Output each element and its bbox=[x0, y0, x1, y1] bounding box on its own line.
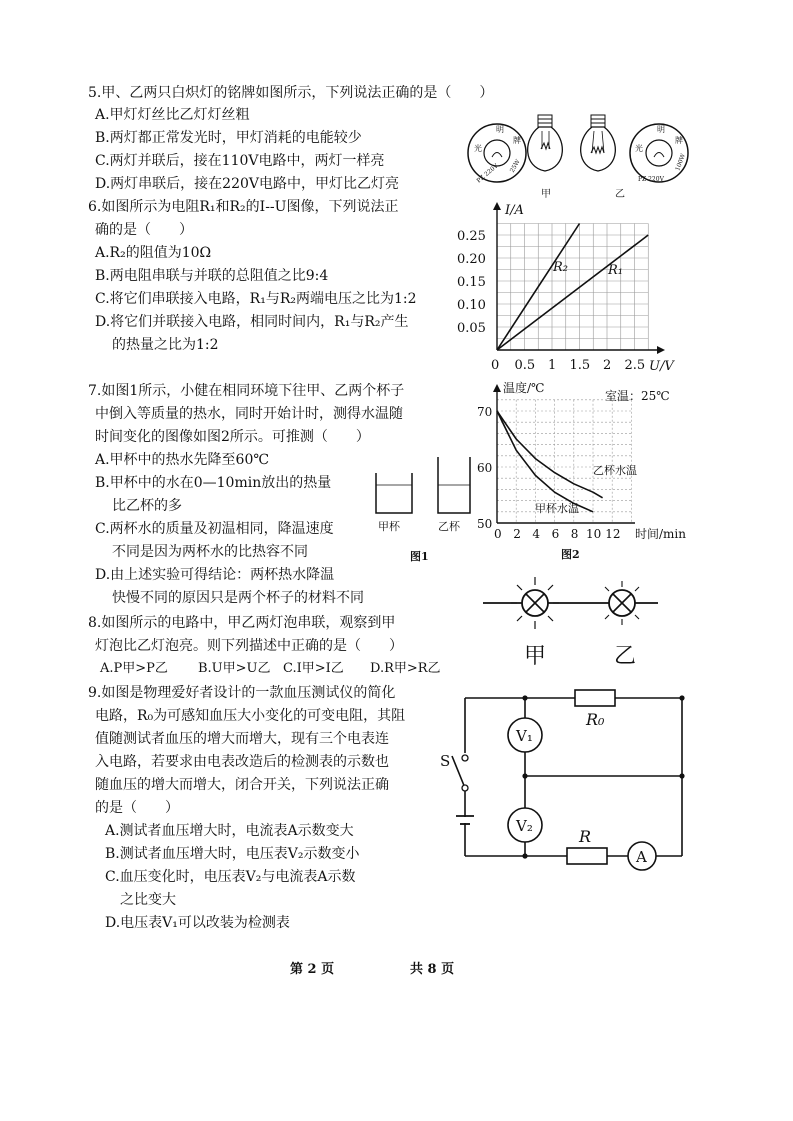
r0-resistor bbox=[575, 690, 615, 706]
iu-origin: 0 bbox=[491, 358, 500, 373]
bulb-a-icon bbox=[528, 115, 563, 171]
temp-xtick-label: 10 bbox=[586, 527, 602, 541]
q8-option-c: C.I甲>I乙 bbox=[283, 661, 344, 676]
temp-y-arrow bbox=[493, 384, 501, 392]
q8-option-d: D.R甲>R乙 bbox=[370, 661, 441, 676]
svg-text:牌: 牌 bbox=[675, 136, 683, 145]
q6-line-2: 确的是（ ） bbox=[95, 222, 193, 238]
q5-option-d: D.两灯串联后，接在220V电路中，甲灯比乙灯亮 bbox=[95, 176, 400, 192]
q9-option-b: B.测试者血压增大时，电压表V₂示数变小 bbox=[105, 846, 360, 862]
q6-option-d-cont: 的热量之比为1:2 bbox=[112, 337, 219, 353]
svg-text:光: 光 bbox=[474, 144, 482, 153]
temp-xtick-label: 8 bbox=[570, 527, 579, 541]
iu-chart bbox=[455, 198, 680, 378]
q9-option-c: C.血压变化时，电压表V₂与电流表A示数 bbox=[105, 869, 356, 885]
q6-option-b: B.两电阻串联与并联的总阻值之比9:4 bbox=[95, 268, 329, 284]
cup-b-label: 乙杯 bbox=[438, 520, 460, 533]
r-label: R bbox=[579, 827, 592, 846]
temp-ytick-label: 70 bbox=[477, 405, 493, 419]
temp-ytick-label: 50 bbox=[477, 517, 493, 531]
q8-option-a: A.P甲>P乙 bbox=[100, 661, 168, 676]
r-resistor bbox=[567, 848, 607, 864]
iu-xtick-label: 2.5 bbox=[624, 358, 646, 373]
iu-r2-label: R₂ bbox=[553, 260, 568, 275]
q5-option-b: B.两灯都正常发光时，甲灯消耗的电能较少 bbox=[95, 130, 362, 146]
lamp-a-label: 甲 bbox=[524, 644, 547, 669]
lamp-b-icon bbox=[605, 581, 639, 625]
s-label: S bbox=[440, 752, 451, 770]
q7-option-c: C.两杯水的质量及初温相同，降温速度 bbox=[95, 521, 334, 537]
iu-grid bbox=[497, 224, 648, 351]
iu-x-arrow bbox=[657, 346, 665, 354]
temp-ylabel: 温度/℃ bbox=[503, 381, 545, 395]
r0-label: R₀ bbox=[586, 710, 605, 729]
bulb-b-label: 乙 bbox=[615, 189, 625, 200]
bulbs-figure bbox=[465, 105, 700, 200]
q5-stem: 5.甲、乙两只白炽灯的铭牌如图所示，下列说法正确的是（ ） bbox=[88, 85, 494, 101]
iu-xtick-label: 1.5 bbox=[569, 358, 591, 373]
temp-xlabel: 时间/min bbox=[635, 527, 686, 541]
a-label: A bbox=[636, 848, 647, 866]
q6-option-a: A.R₂的阻值为10Ω bbox=[95, 245, 212, 261]
q6-line-1: 6.如图所示为电阻R₁和R₂的I--U图像，下列说法正 bbox=[88, 199, 399, 215]
q9-line-1: 9.如图是物理爱好者设计的一款血压测试仪的简化 bbox=[88, 685, 396, 701]
iu-ytick-label: 0.10 bbox=[457, 298, 486, 313]
cups-figure bbox=[370, 455, 475, 565]
temp-line-a bbox=[497, 411, 593, 512]
q8-option-b: B.U甲>U乙 bbox=[198, 661, 271, 676]
iu-ylabel: I/A bbox=[505, 203, 524, 218]
svg-text:明: 明 bbox=[496, 125, 504, 134]
q9-line-4: 入电路，若要求由电表改造后的检测表的示数也 bbox=[95, 754, 389, 770]
q8-line-1: 8.如图所示的电路中，甲乙两灯泡串联，观察到甲 bbox=[88, 615, 396, 631]
page-total: 共 8 页 bbox=[410, 962, 455, 977]
temp-line-b bbox=[497, 411, 603, 498]
iu-xtick-label: 0.5 bbox=[514, 358, 536, 373]
v1-label: V₁ bbox=[516, 727, 533, 745]
lamps-figure bbox=[478, 575, 663, 670]
v2-label: V₂ bbox=[516, 817, 533, 835]
iu-ytick-label: 0.05 bbox=[457, 321, 486, 336]
q7-line-1: 7.如图1所示，小健在相同环境下往甲、乙两个杯子 bbox=[88, 383, 405, 399]
svg-text:100W: 100W bbox=[674, 152, 687, 172]
iu-xtick-label: 2 bbox=[603, 358, 612, 373]
temp-label-a: 甲杯水温 bbox=[535, 502, 579, 515]
cup-a-label: 甲杯 bbox=[378, 520, 400, 533]
svg-text:PZ 220V: PZ 220V bbox=[638, 176, 664, 183]
q9-line-2: 电路，R₀为可感知血压大小变化的可变电阻，其阻 bbox=[95, 708, 406, 724]
temp-xtick-label: 0 bbox=[494, 527, 502, 541]
q9-option-c-cont: 之比变大 bbox=[120, 892, 176, 908]
q6-option-c: C.将它们串联接入电路，R₁与R₂两端电压之比为1:2 bbox=[95, 291, 417, 307]
iu-ytick-label: 0.15 bbox=[457, 275, 486, 290]
fig1-caption: 图1 bbox=[410, 550, 429, 563]
q9-option-a: A.测试者血压增大时，电流表A示数变大 bbox=[105, 823, 354, 839]
q5-option-c: C.两灯并联后，接在110V电路中，两灯一样亮 bbox=[95, 153, 385, 169]
q7-line-2: 中倒入等质量的热水，同时开始计时，测得水温随 bbox=[95, 406, 403, 422]
iu-ytick-label: 0.25 bbox=[457, 229, 486, 244]
bulb-b-icon bbox=[581, 115, 616, 171]
svg-text:PZ 220V: PZ 220V bbox=[475, 162, 500, 185]
temp-chart bbox=[475, 378, 710, 563]
q9-line-6: 的是（ ） bbox=[95, 800, 179, 816]
bulb-a-nameplate bbox=[468, 124, 526, 184]
iu-ytick-label: 0.20 bbox=[457, 252, 486, 267]
iu-xtick-label: 1 bbox=[548, 358, 557, 373]
bulb-a-label: 甲 bbox=[541, 189, 551, 200]
q7-line-3: 时间变化的图像如图2所示。可推测（ ） bbox=[95, 429, 370, 445]
svg-text:光: 光 bbox=[635, 144, 643, 153]
switch-contact bbox=[462, 755, 468, 761]
temp-xtick-label: 6 bbox=[551, 527, 560, 541]
q7-option-b-cont: 比乙杯的多 bbox=[112, 498, 182, 514]
fig2-caption: 图2 bbox=[561, 548, 580, 561]
temp-label-b: 乙杯水温 bbox=[593, 464, 637, 477]
bulb-b-nameplate bbox=[630, 124, 688, 183]
q8-line-2: 灯泡比乙灯泡亮。则下列描述中正确的是（ ） bbox=[95, 638, 403, 654]
page-number: 第 2 页 bbox=[290, 962, 335, 977]
svg-text:明: 明 bbox=[657, 125, 665, 134]
q7-option-b: B.甲杯中的水在0—10min放出的热量 bbox=[95, 475, 332, 491]
iu-r1-label: R₁ bbox=[608, 263, 623, 278]
circuit-figure bbox=[440, 678, 695, 878]
temp-ytick-label: 60 bbox=[477, 461, 493, 475]
q7-option-c-cont: 不同是因为两杯水的比热容不同 bbox=[112, 544, 308, 560]
iu-xlabel: U/V bbox=[649, 359, 674, 374]
q9-line-3: 值随测试者血压的增大而增大，现有三个电表连 bbox=[95, 731, 389, 747]
temp-xtick-label: 2 bbox=[513, 527, 521, 541]
cup-a bbox=[376, 473, 412, 513]
q9-line-5: 随血压的增大而增大，闭合开关，下列说法正确 bbox=[95, 777, 389, 793]
svg-text:牌: 牌 bbox=[513, 136, 521, 145]
svg-text:25W: 25W bbox=[508, 158, 522, 174]
q6-option-d: D.将它们并联接入电路，相同时间内，R₁与R₂产生 bbox=[95, 314, 409, 330]
temp-xtick-label: 12 bbox=[605, 527, 621, 541]
q9-option-d: D.电压表V₁可以改装为检测表 bbox=[105, 915, 290, 931]
q7-option-d: D.由上述实验可得结论：两杯热水降温 bbox=[95, 567, 335, 583]
lamp-b-label: 乙 bbox=[614, 644, 637, 669]
iu-y-arrow bbox=[493, 202, 501, 210]
q7-option-d-cont: 快慢不同的原因只是两个杯子的材料不同 bbox=[112, 590, 364, 606]
temp-xtick-label: 4 bbox=[532, 527, 541, 541]
q7-option-a: A.甲杯中的热水先降至60℃ bbox=[95, 452, 270, 468]
temp-room-note: 室温：25℃ bbox=[605, 389, 670, 403]
q5-option-a: A.甲灯灯丝比乙灯灯丝粗 bbox=[95, 107, 250, 123]
